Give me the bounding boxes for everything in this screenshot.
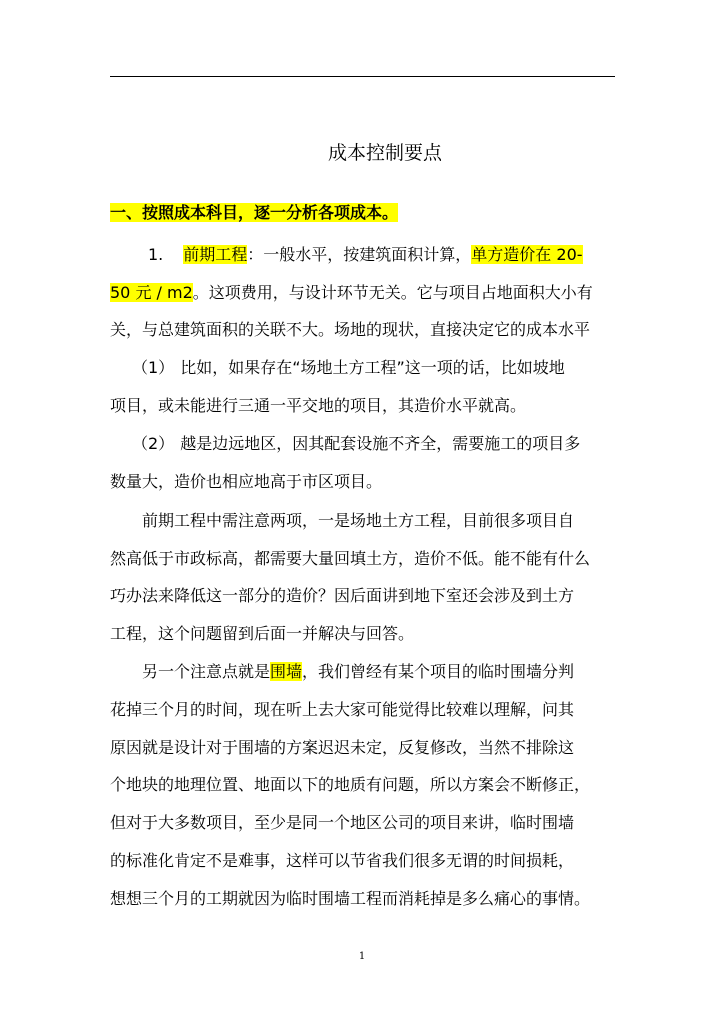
item1-number: 1. bbox=[148, 245, 164, 264]
para1-line1 bbox=[110, 508, 616, 534]
para2-highlight: 围墙 bbox=[270, 662, 303, 681]
para2-text-after: ，我们曾经有某个项目的临时围墙分判 bbox=[302, 662, 575, 681]
sub2-text: 越是边远地区，因其配套设施不齐全，需要施工的项目多 bbox=[180, 434, 581, 453]
sub2-line2: 数量大，造价也相应地高于市区项目。 bbox=[110, 472, 383, 491]
para2-line4: 个地块的地理位置、地面以下的地质有问题，所以方案会不断修正， bbox=[110, 775, 591, 794]
para2-line6: 的标准化肯定不是难事，这样可以节省我们很多无谓的时间损耗， bbox=[110, 851, 575, 870]
item1-text-a: ：一般水平，按建筑面积计算， bbox=[247, 245, 472, 264]
sub1-label: （1） bbox=[132, 358, 175, 377]
sub2-line1 bbox=[110, 431, 616, 457]
para1-line2: 然高低于市政标高，都需要大量回填土方，造价不低。能不能有什么 bbox=[110, 549, 591, 568]
item1-line3: 关，与总建筑面积的关联不大。场地的现状，直接决定它的成本水平 bbox=[110, 320, 591, 339]
item1-highlight-a: 单方造价在 20- bbox=[471, 245, 583, 264]
para1-text-1: 前期工程中需注意两项，一是场地土方工程，目前很多项目自 bbox=[142, 511, 575, 530]
para1-line4: 工程，这个问题留到后面一并解决与回答。 bbox=[110, 624, 415, 643]
section-heading-text: 一、按照成本科目，逐一分析各项成本。 bbox=[110, 203, 399, 222]
item1-highlight-b: 50 元 / m2 bbox=[110, 283, 193, 302]
item1-text-b: 。这项费用，与设计环节无关。它与项目占地面积大小有 bbox=[192, 283, 593, 302]
page-number: 1 bbox=[358, 951, 366, 962]
para1-line3: 巧办法来降低这一部分的造价？因后面讲到地下室还会涉及到土方 bbox=[110, 586, 575, 605]
sub2-label: （2） bbox=[132, 434, 175, 453]
sub1-line1 bbox=[110, 355, 616, 381]
item1-line2 bbox=[110, 280, 616, 306]
para2-line7: 想想三个月的工期就因为临时围墙工程而消耗掉是多么痛心的事情。 bbox=[110, 889, 591, 908]
para2-line2: 花掉三个月的时间，现在听上去大家可能觉得比较难以理解，问其 bbox=[110, 700, 575, 719]
section-heading bbox=[110, 200, 398, 226]
para2-line3: 原因就是设计对于围墙的方案迟迟未定，反复修改，当然不排除这 bbox=[110, 738, 575, 757]
header-rule bbox=[110, 76, 615, 77]
item1-term: 前期工程 bbox=[183, 245, 248, 264]
sub1-text: 比如，如果存在“场地土方工程”这一项的话，比如坡地 bbox=[180, 358, 565, 377]
para2-line1 bbox=[110, 659, 616, 685]
sub1-line2: 项目，或未能进行三通一平交地的项目，其造价水平就高。 bbox=[110, 396, 527, 415]
document-title: 成本控制要点 bbox=[327, 142, 442, 164]
item1-line1 bbox=[110, 242, 616, 268]
para2-line5: 但对于大多数项目，至少是同一个地区公司的项目来讲，临时围墙 bbox=[110, 813, 575, 832]
para2-text-before: 另一个注意点就是 bbox=[142, 662, 271, 681]
